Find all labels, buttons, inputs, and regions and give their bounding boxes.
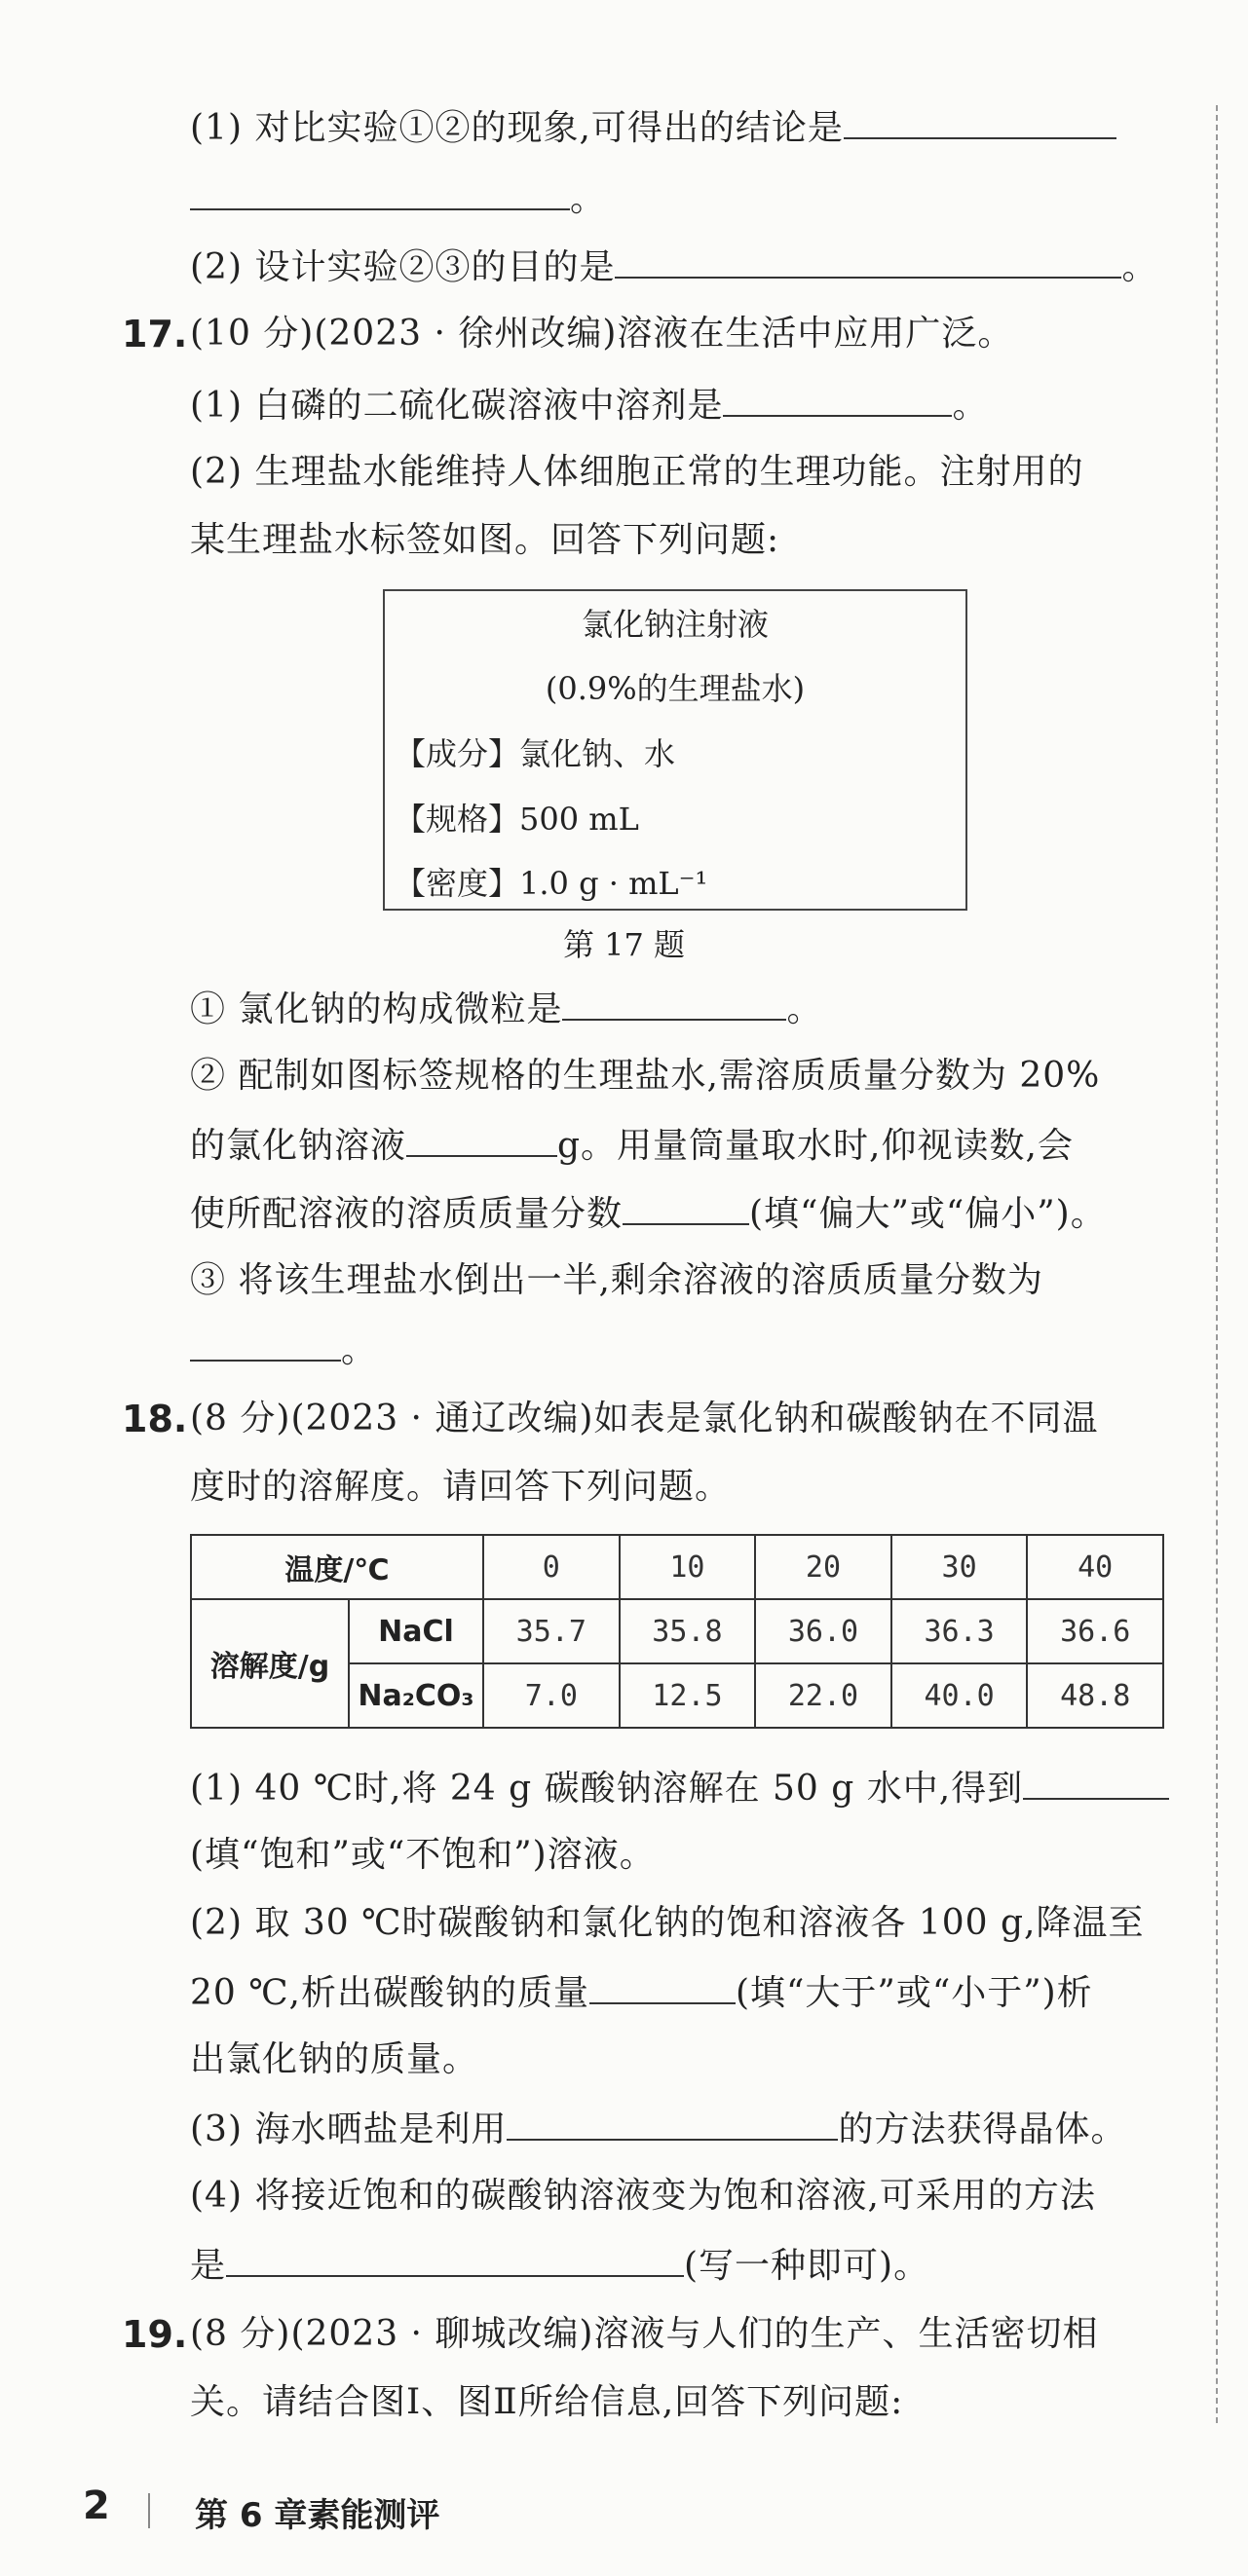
table-cell: 10 xyxy=(620,1535,756,1599)
q16-part1-cont: 。 xyxy=(190,173,606,224)
question-header: (8 分)(2023 · 通辽改编)如表是氯化钠和碳酸钠在不同温 xyxy=(190,1399,1099,1438)
answer-blank[interactable] xyxy=(623,1188,749,1225)
q17-part1: (1) 白磷的二硫化碳溶液中溶剂是 。 xyxy=(190,380,988,430)
answer-blank[interactable] xyxy=(190,173,570,210)
q17-sub1: ① 氯化钠的构成微粒是 。 xyxy=(190,984,822,1034)
saline-label-figure xyxy=(383,589,967,911)
table-row xyxy=(191,1599,1163,1663)
label-subtitle: (0.9%的生理盐水) xyxy=(545,670,806,707)
label-spec: 【规格】500 mL xyxy=(395,801,639,838)
table-cell: 36.0 xyxy=(755,1599,891,1663)
table-cell: 36.3 xyxy=(891,1599,1028,1663)
solubility-table xyxy=(190,1534,1164,1729)
q18-part4-line1: (4) 将接近饱和的碳酸钠溶液变为饱和溶液,可采用的方法 xyxy=(190,2176,1096,2216)
answer-blank[interactable] xyxy=(226,2240,684,2277)
substance-name: Na₂CO₃ xyxy=(349,1663,483,1728)
label-title: 氯化钠注射液 xyxy=(581,606,769,643)
substance-name: NaCl xyxy=(349,1599,483,1663)
answer-blank[interactable] xyxy=(589,1967,736,2004)
q18-part2-line1: (2) 取 30 ℃时碳酸钠和氯化钠的饱和溶液各 100 g,降温至 xyxy=(190,1903,1145,1943)
q18-part2-line2: 20 ℃,析出碳酸钠的质量 (填“大于”或“小于”)析 xyxy=(190,1967,1093,2018)
question-number: 19. xyxy=(122,2313,188,2356)
table-cell: 22.0 xyxy=(755,1663,891,1728)
q18-part1-line1: (1) 40 ℃时,将 24 g 碳酸钠溶解在 50 g 水中,得到 xyxy=(190,1763,1169,1813)
answer-blank[interactable] xyxy=(723,380,952,417)
q18-part4-line2: 是 (写一种即可)。 xyxy=(190,2240,929,2291)
q18-part2-line3: 出氯化钠的质量。 xyxy=(190,2039,479,2079)
table-cell: 36.6 xyxy=(1027,1599,1163,1663)
question-header: (8 分)(2023 · 聊城改编)溶液与人们的生产、生活密切相 xyxy=(190,2314,1099,2354)
table-row xyxy=(191,1535,1163,1599)
label-density: 【密度】1.0 g · mL⁻¹ xyxy=(395,865,708,902)
q17-part2-line1: (2) 生理盐水能维持人体细胞正常的生理功能。注射用的 xyxy=(190,452,1084,492)
answer-blank[interactable] xyxy=(844,102,1116,139)
table-cell: 48.8 xyxy=(1027,1663,1163,1728)
table-cell: 35.7 xyxy=(483,1599,620,1663)
table-cell: 30 xyxy=(891,1535,1028,1599)
q17-sub2-line2: 的氯化钠溶液 g。用量筒量取水时,仰视读数,会 xyxy=(190,1120,1074,1171)
question-number: 18. xyxy=(122,1398,188,1440)
q18-part1-line2: (填“饱和”或“不饱和”)溶液。 xyxy=(190,1835,656,1875)
q17-sub2-line1: ② 配制如图标签规格的生理盐水,需溶质质量分数为 20% xyxy=(190,1056,1101,1096)
answer-blank[interactable] xyxy=(615,242,1121,279)
answer-blank[interactable] xyxy=(562,984,786,1021)
answer-blank[interactable] xyxy=(406,1120,557,1157)
table-cell: 40 xyxy=(1027,1535,1163,1599)
label-ingredients: 【成分】氯化钠、水 xyxy=(395,735,676,772)
page-number: 2 xyxy=(83,2483,110,2528)
table-cell: 0 xyxy=(483,1535,620,1599)
question-number: 17. xyxy=(122,313,188,355)
temp-header: 温度/℃ xyxy=(191,1535,483,1599)
answer-blank[interactable] xyxy=(190,1325,341,1362)
table-cell: 12.5 xyxy=(620,1663,756,1728)
q16-part1: (1) 对比实验①②的现象,可得出的结论是 xyxy=(190,102,1116,153)
cut-line xyxy=(1216,105,1218,2423)
table-cell: 20 xyxy=(755,1535,891,1599)
table-cell: 35.8 xyxy=(620,1599,756,1663)
q18-part3: (3) 海水晒盐是利用 的方法获得晶体。 xyxy=(190,2104,1126,2154)
q17-part2-line2: 某生理盐水标签如图。回答下列问题: xyxy=(190,520,780,560)
q17-sub2-line3: 使所配溶液的溶质质量分数 (填“偏大”或“偏小”)。 xyxy=(190,1188,1107,1239)
chapter-title: 第 6 章素能测评 xyxy=(195,2496,440,2535)
q16-part2: (2) 设计实验②③的目的是 。 xyxy=(190,242,1157,292)
figure-caption: 第 17 题 xyxy=(562,926,686,963)
footer-divider xyxy=(148,2493,150,2528)
table-cell: 7.0 xyxy=(483,1663,620,1728)
q17-sub3-line1: ③ 将该生理盐水倒出一半,剩余溶液的溶质质量分数为 xyxy=(190,1260,1043,1300)
q17-sub3-line2: 。 xyxy=(190,1325,377,1375)
answer-blank[interactable] xyxy=(507,2104,838,2141)
answer-blank[interactable] xyxy=(1023,1763,1169,1800)
question-header-cont: 关。请结合图Ⅰ、图Ⅱ所给信息,回答下列问题: xyxy=(190,2382,904,2422)
table-cell: 40.0 xyxy=(891,1663,1028,1728)
solubility-header: 溶解度/g xyxy=(191,1599,349,1728)
question-header: (10 分)(2023 · 徐州改编)溶液在生活中应用广泛。 xyxy=(190,314,1014,354)
question-header-cont: 度时的溶解度。请回答下列问题。 xyxy=(190,1467,732,1507)
